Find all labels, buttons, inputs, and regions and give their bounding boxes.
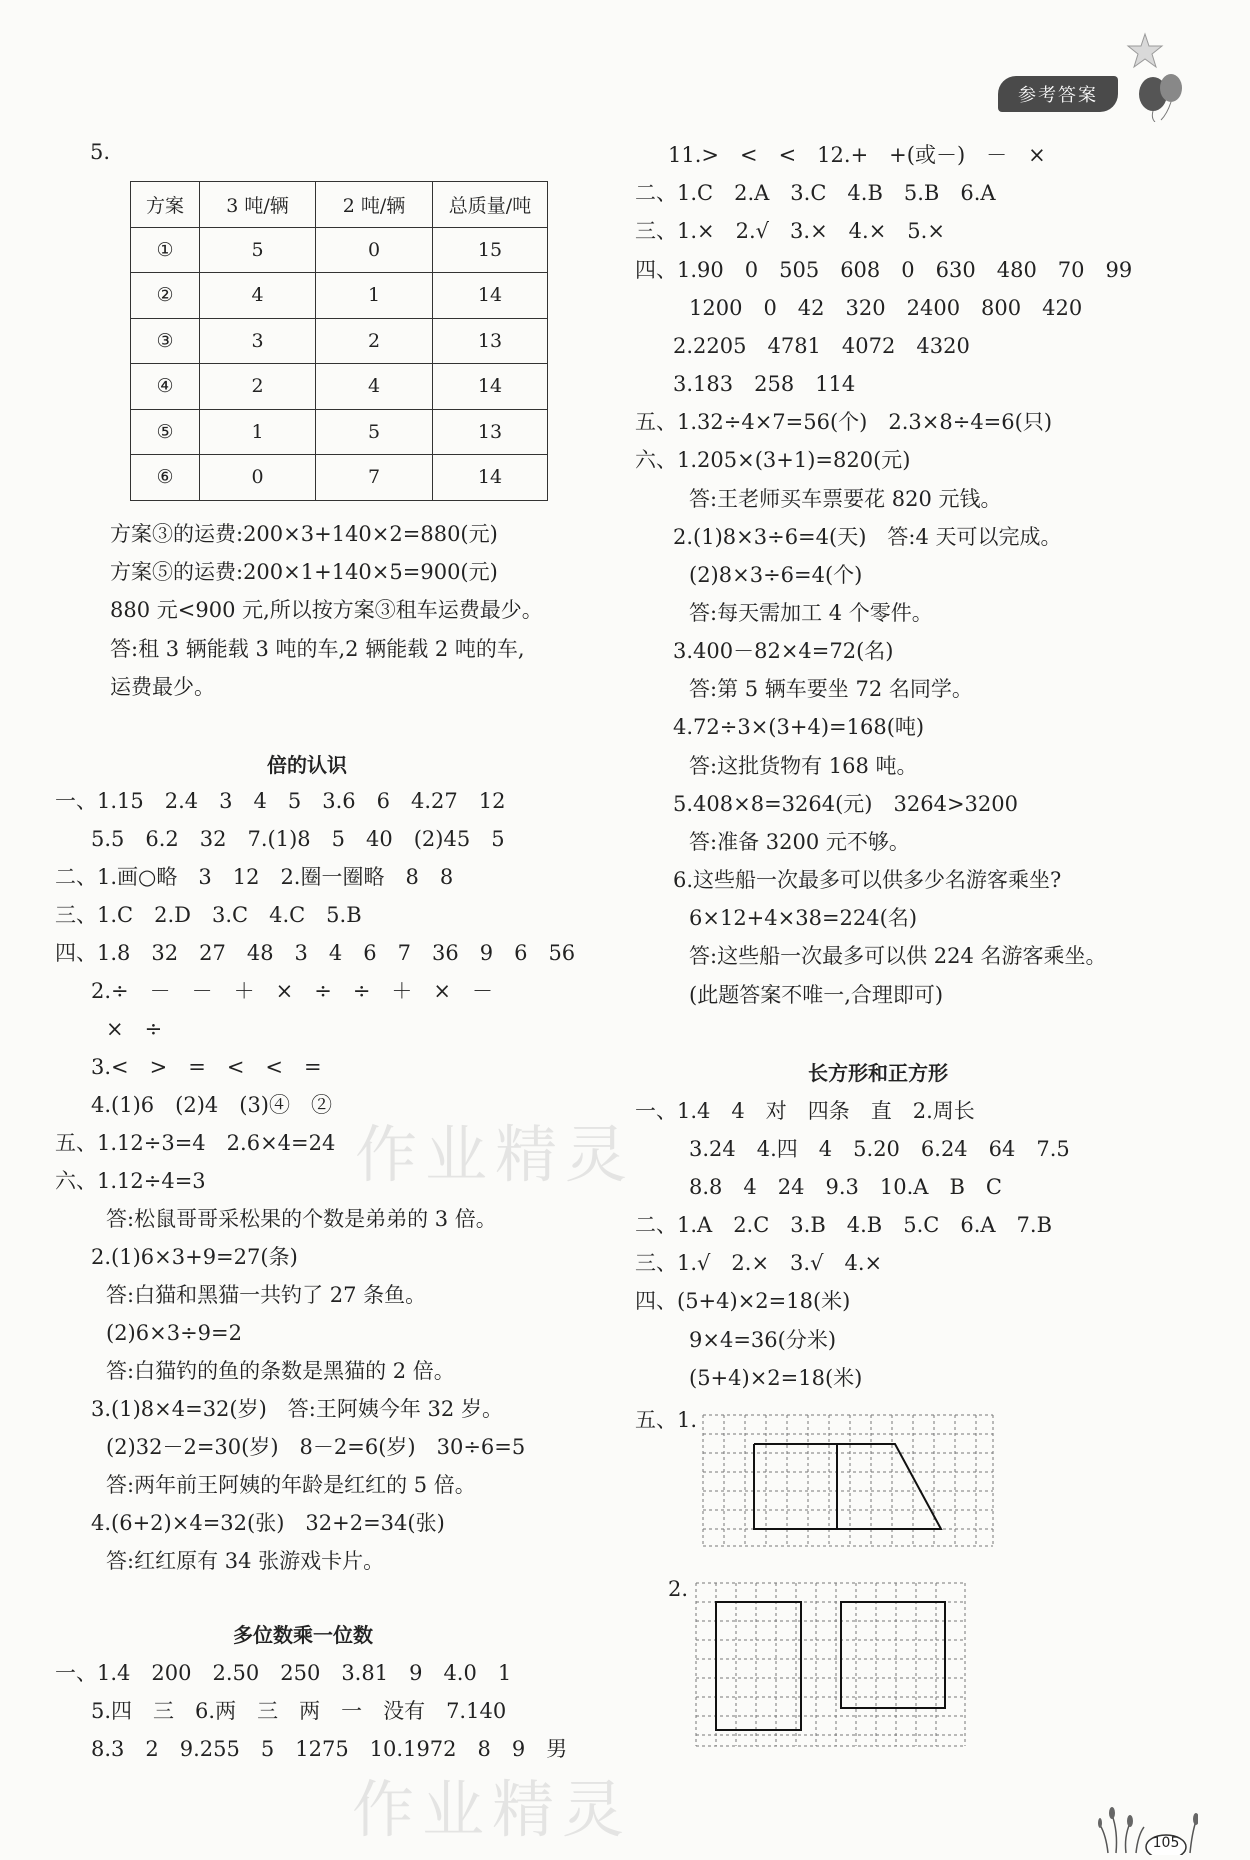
answer-line: 4.72÷3×(3+4)=168(吨) — [652, 715, 925, 739]
plan-table — [130, 181, 548, 501]
figure-label: 2. — [668, 1577, 689, 1601]
section-title: 倍的认识 — [267, 753, 347, 777]
answer-line: 9×4=36(分米) — [668, 1328, 837, 1352]
answer-line: 四、(5+4)×2=18(米) — [635, 1289, 851, 1313]
answer-line: 3.183 258 114 — [652, 372, 856, 396]
answer-line: 3.24 4.四 4 5.20 6.24 64 7.5 — [668, 1137, 1070, 1161]
table-cell: ② — [131, 273, 200, 319]
answer-line: 5.四 三 6.两 三 两 一 没有 7.140 — [70, 1699, 507, 1723]
table-cell: 13 — [433, 318, 548, 364]
figure-label: 五、1. — [635, 1408, 698, 1432]
answer-line: 5.408×8=3264(元) 3264>3200 — [652, 792, 1018, 816]
table-cell: 7 — [316, 455, 433, 501]
answer-line: 运费最少。 — [110, 675, 215, 699]
answer-line: 二、1.C 2.A 3.C 4.B 5.B 6.A — [635, 181, 996, 205]
answer-line: 2.(1)8×3÷6=4(天) 答:4 天可以完成。 — [652, 525, 1062, 549]
answer-line: × ÷ — [85, 1017, 163, 1041]
answer-line: 答:第 5 辆车要坐 72 名同学。 — [668, 677, 973, 701]
answer-line: 答:每天需加工 4 个零件。 — [668, 601, 933, 625]
answer-line: 3.< > = < < = — [70, 1055, 322, 1079]
answer-line: 6.这些船一次最多可以供多少名游客乘坐? — [652, 868, 1062, 892]
grass-decoration-icon — [1098, 1795, 1198, 1855]
section-title: 多位数乘一位数 — [233, 1623, 373, 1647]
answer-line: 方案③的运费:200×3+140×2=880(元) — [110, 522, 498, 546]
section-title: 长方形和正方形 — [808, 1061, 948, 1085]
watermark: 作业精灵 — [352, 1773, 633, 1846]
table-header: 3 吨/辆 — [200, 182, 316, 228]
table-row — [131, 273, 548, 319]
table-cell: 14 — [433, 455, 548, 501]
table-cell: 1 — [316, 273, 433, 319]
answer-line: 2.÷ － － ＋ × ÷ ÷ ＋ × － — [70, 979, 494, 1003]
table-cell: 2 — [316, 318, 433, 364]
grid-figure-trapezoid — [700, 1412, 1000, 1550]
table-header-row — [131, 182, 548, 228]
table-cell: ③ — [131, 318, 200, 364]
answer-line: 3.400－82×4=72(名) — [652, 639, 894, 663]
table-header: 总质量/吨 — [433, 182, 548, 228]
answer-line: 方案⑤的运费:200×1+140×5=900(元) — [110, 560, 498, 584]
table-cell: 5 — [316, 409, 433, 455]
answer-line: 11.> < < 12.+ +(或－) － × — [668, 143, 1046, 167]
answer-line: 答:这些船一次最多可以供 224 名游客乘坐。 — [668, 944, 1107, 968]
table-cell: 14 — [433, 364, 548, 410]
table-cell: 4 — [316, 364, 433, 410]
table-cell: 4 — [200, 273, 316, 319]
table-cell: ⑥ — [131, 455, 200, 501]
table-row — [131, 318, 548, 364]
answer-line: 880 元<900 元,所以按方案③租车运费最少。 — [110, 598, 543, 622]
table-row — [131, 227, 548, 273]
table-cell: 0 — [200, 455, 316, 501]
balloons-icon — [1115, 22, 1195, 122]
table-cell: 14 — [433, 273, 548, 319]
answer-line: 答:准备 3200 元不够。 — [668, 830, 910, 854]
answer-line: 三、1.√ 2.× 3.√ 4.× — [635, 1251, 883, 1275]
answer-line: 一、1.15 2.4 3 4 5 3.6 6 4.27 12 — [55, 789, 506, 813]
table-row — [131, 364, 548, 410]
answer-line: 8.3 2 9.255 5 1275 10.1972 8 9 男 — [70, 1737, 568, 1761]
answer-line: 一、1.4 4 对 四条 直 2.周长 — [635, 1099, 975, 1123]
answer-line: 五、1.32÷4×7=56(个) 2.3×8÷4=6(只) — [635, 410, 1053, 434]
answer-line: (此题答案不唯一,合理即可) — [668, 983, 944, 1007]
answer-line: 三、1.C 2.D 3.C 4.C 5.B — [55, 903, 362, 927]
answer-line: 8.8 4 24 9.3 10.A B C — [668, 1175, 1002, 1199]
answer-line: 2.2205 4781 4072 4320 — [652, 334, 970, 358]
table-cell: 15 — [433, 227, 548, 273]
answer-line: 四、1.90 0 505 608 0 630 480 70 99 — [635, 258, 1133, 282]
answer-line: 答:租 3 辆能载 3 吨的车,2 辆能载 2 吨的车, — [110, 637, 525, 661]
answer-line: 3.(1)8×4=32(岁) 答:王阿姨今年 32 岁。 — [70, 1397, 503, 1421]
answer-line: 答:松鼠哥哥采松果的个数是弟弟的 3 倍。 — [85, 1207, 497, 1231]
answer-line: 三、1.× 2.√ 3.× 4.× 5.× — [635, 219, 945, 243]
watermark: 作业精灵 — [355, 1118, 636, 1191]
answer-line: (5+4)×2=18(米) — [668, 1366, 863, 1390]
answer-line: 六、1.205×(3+1)=820(元) — [635, 448, 911, 472]
answer-line: 5.5 6.2 32 7.(1)8 5 40 (2)45 5 — [70, 827, 505, 851]
answer-line: 答:白猫钓的鱼的条数是黑猫的 2 倍。 — [85, 1359, 455, 1383]
answer-line: 答:这批货物有 168 吨。 — [668, 754, 918, 778]
answer-line: (2)32－2=30(岁) 8－2=6(岁) 30÷6=5 — [85, 1435, 526, 1459]
answer-line: 4.(1)6 (2)4 (3)④ ② — [70, 1093, 332, 1117]
answer-line: 答:两年前王阿姨的年龄是红红的 5 倍。 — [85, 1473, 476, 1497]
table-row — [131, 455, 548, 501]
table-row — [131, 409, 548, 455]
table-cell: ① — [131, 227, 200, 273]
grid-figure-squares — [693, 1580, 968, 1750]
answer-line: 一、1.4 200 2.50 250 3.81 9 4.0 1 — [55, 1661, 512, 1685]
answer-line: 答:王老师买车票要花 820 元钱。 — [668, 487, 1002, 511]
answer-line: 四、1.8 32 27 48 3 4 6 7 36 9 6 56 — [55, 941, 576, 965]
answer-line: 二、1.A 2.C 3.B 4.B 5.C 6.A 7.B — [635, 1213, 1053, 1237]
answer-line: 六、1.12÷4=3 — [55, 1169, 206, 1193]
answer-line: 4.(6+2)×4=32(张) 32+2=34(张) — [70, 1511, 445, 1535]
answer-line: (2)8×3÷6=4(个) — [668, 563, 863, 587]
table-cell: 2 — [200, 364, 316, 410]
table-cell: 1 — [200, 409, 316, 455]
answer-line: 二、1.画○略 3 12 2.圈一圈略 8 8 — [55, 865, 454, 889]
table-cell: 0 — [316, 227, 433, 273]
table-cell: 3 — [200, 318, 316, 364]
table-cell: 5 — [200, 227, 316, 273]
answer-line: 答:白猫和黑猫一共钓了 27 条鱼。 — [85, 1283, 427, 1307]
answer-line: 五、1.12÷3=4 2.6×4=24 — [55, 1131, 336, 1155]
answer-line: 答:红红原有 34 张游戏卡片。 — [85, 1549, 385, 1573]
answer-key-badge: 参考答案 — [998, 76, 1118, 112]
table-cell: 13 — [433, 409, 548, 455]
answer-line: (2)6×3÷9=2 — [85, 1321, 242, 1345]
table-header: 2 吨/辆 — [316, 182, 433, 228]
table-cell: ④ — [131, 364, 200, 410]
question-number: 5. — [90, 140, 111, 164]
answer-line: 1200 0 42 320 2400 800 420 — [668, 296, 1083, 320]
page-number: 105 — [1152, 1835, 1180, 1851]
answer-line: 2.(1)6×3+9=27(条) — [70, 1245, 298, 1269]
answer-line: 6×12+4×38=224(名) — [668, 906, 918, 930]
table-header: 方案 — [131, 182, 200, 228]
table-cell: ⑤ — [131, 409, 200, 455]
